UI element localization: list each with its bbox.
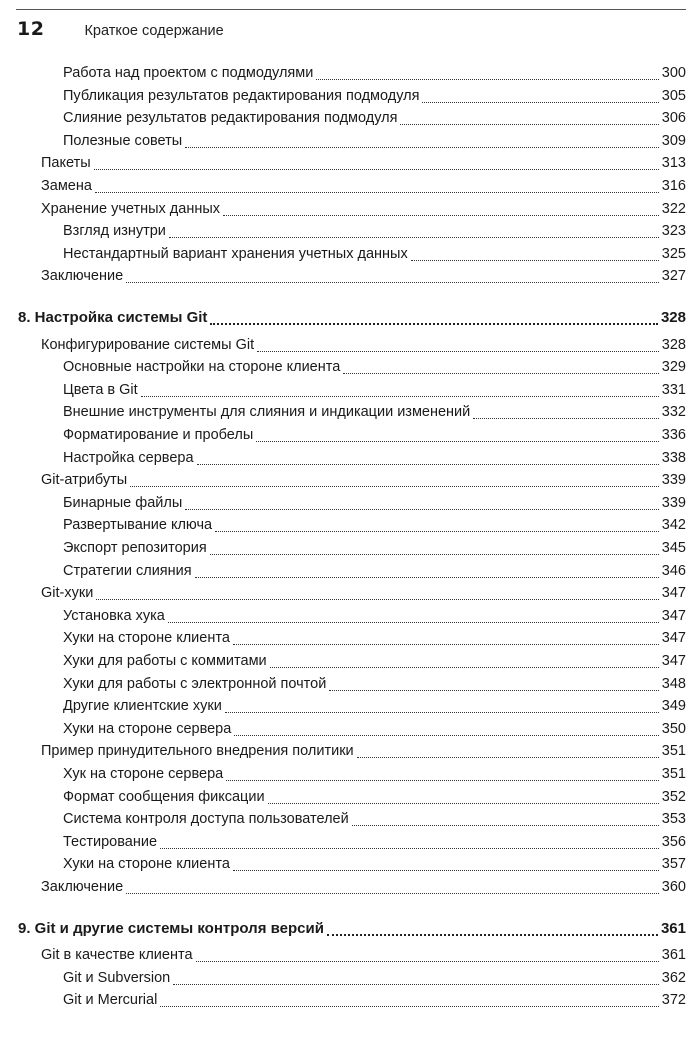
dot-leader	[160, 847, 659, 849]
toc-entry	[63, 605, 686, 627]
dot-leader	[185, 508, 659, 510]
toc-entry-title: Git и Subversion	[63, 969, 171, 986]
running-head	[17, 18, 224, 42]
dot-leader	[195, 576, 659, 578]
toc-entry-page: 322	[661, 200, 686, 217]
dot-leader	[141, 395, 659, 397]
toc-entry-title: Система контроля доступа пользователей	[63, 811, 349, 828]
toc-entry-page: 347	[661, 653, 686, 669]
toc-entry-title: Публикация результатов редактирования подмодуля	[63, 87, 420, 104]
toc-entry	[63, 356, 686, 378]
toc-entry-page: 316	[661, 178, 686, 194]
toc-entry-title: 8. Настройка системы Git	[18, 309, 208, 326]
toc-entry-title: Хуки на стороне клиента	[63, 856, 230, 873]
toc-entry	[63, 62, 686, 84]
toc-entry-title: Хук на стороне сервера	[63, 766, 224, 782]
toc-entry-title: Цвета в Git	[63, 381, 138, 398]
toc-entry-page: 357	[661, 856, 686, 873]
toc-entry-title: Замена	[41, 178, 92, 194]
dot-leader	[126, 281, 659, 283]
toc-entry	[63, 514, 686, 536]
toc-entry-title: Взгляд изнутри	[63, 223, 166, 240]
toc-entry	[41, 740, 686, 762]
toc-entry-title: Git в качестве клиента	[41, 947, 193, 964]
dot-leader	[185, 146, 659, 148]
toc-entry-title: Заключение	[41, 268, 124, 285]
toc-entry	[41, 582, 686, 604]
toc-entry-page: 352	[661, 788, 686, 805]
toc-entry-page: 329	[661, 359, 686, 376]
toc-entry	[41, 175, 686, 197]
toc-entry	[41, 334, 686, 356]
toc-entry-title: Форматирование и пробелы	[63, 427, 254, 443]
dot-leader	[168, 621, 659, 623]
toc-entry-title: Работа над проектом с подмодулями	[63, 65, 314, 81]
toc-entry-page: 313	[661, 155, 686, 172]
toc-entry-page: 309	[661, 132, 686, 149]
toc-entry	[63, 220, 686, 242]
toc-entry-page: 350	[661, 720, 686, 737]
toc-entry-title: Настройка сервера	[63, 449, 194, 466]
toc-entry-title: Пакеты	[41, 155, 91, 172]
toc-entry-page: 349	[661, 698, 686, 715]
toc-entry-page: 372	[661, 992, 686, 1009]
dot-leader	[329, 689, 658, 691]
toc-entry-page: 339	[661, 472, 686, 489]
dot-leader	[234, 734, 658, 736]
toc-entry-title: Тестирование	[63, 833, 158, 850]
page-number: 12	[17, 18, 45, 40]
toc-entry-page: 345	[661, 540, 686, 556]
dot-leader	[316, 78, 658, 80]
toc-entry	[41, 198, 686, 220]
toc-entry	[41, 876, 686, 898]
dot-leader	[215, 530, 659, 532]
toc-entry-title: Установка хука	[63, 607, 165, 624]
toc-entry	[63, 967, 686, 989]
top-rule	[16, 9, 686, 10]
toc-entry-title: Стратегии слияния	[63, 562, 192, 579]
toc-entry-title: Хуки на стороне сервера	[63, 720, 232, 737]
toc-entry	[63, 401, 686, 423]
dot-leader	[94, 168, 659, 170]
toc-entry	[63, 718, 686, 740]
dot-leader	[226, 779, 659, 781]
toc-entry-page: 306	[661, 110, 686, 127]
dot-leader	[270, 666, 659, 668]
toc-entry	[41, 469, 686, 491]
toc-entry-page: 342	[661, 517, 686, 534]
toc-entry-title: Нестандартный вариант хранения учетных данных	[63, 245, 408, 262]
toc-entry-title: Полезные советы	[63, 132, 183, 149]
toc-entry-page: 338	[661, 449, 686, 466]
dot-leader	[169, 236, 659, 238]
dot-leader	[256, 440, 659, 442]
toc-entry-title: Внешние инструменты для слияния и индикации изменений	[63, 404, 471, 421]
toc-entry-title: Хуки для работы с электронной почтой	[63, 675, 327, 692]
toc-entry-page: 328	[660, 309, 686, 326]
toc-entry	[41, 944, 686, 966]
toc-entry-page: 362	[661, 969, 686, 986]
toc-entry-page: 347	[661, 630, 686, 647]
dot-leader	[126, 892, 659, 894]
dot-leader	[233, 869, 659, 871]
toc-entry-page: 325	[661, 245, 686, 262]
toc-entry-title: Слияние результатов редактирования подмодуля	[63, 110, 398, 127]
dot-leader	[223, 214, 659, 216]
toc-entry	[63, 695, 686, 717]
toc-entry-title: Формат сообщения фиксации	[63, 788, 265, 805]
toc-entry-page: 361	[661, 947, 686, 964]
toc-entry-title: Пример принудительного внедрения политики	[41, 743, 354, 760]
toc-entry-page: 332	[661, 404, 686, 421]
running-title: Краткое содержание	[84, 23, 224, 39]
toc-entry	[63, 763, 686, 785]
toc-chapter-entry	[18, 918, 686, 940]
toc-entry-title: Заключение	[41, 879, 124, 895]
toc-chapter-entry	[18, 307, 686, 329]
dot-leader	[130, 485, 659, 487]
toc-entry	[63, 786, 686, 808]
toc-entry-page: 351	[661, 766, 686, 782]
dot-leader	[225, 711, 659, 713]
toc-entry-title: Хуки на стороне клиента	[63, 630, 230, 647]
toc-entry-page: 305	[661, 87, 686, 104]
toc-entry-title: Развертывание ключа	[63, 517, 213, 534]
dot-leader	[268, 802, 659, 804]
dot-leader	[210, 553, 659, 555]
toc-entry-page: 360	[661, 879, 686, 895]
toc-entry-page: 348	[661, 675, 686, 692]
toc-entry-title: Хуки для работы с коммитами	[63, 653, 267, 669]
toc-entry	[63, 627, 686, 649]
toc-entry-title: Бинарные файлы	[63, 494, 183, 511]
toc-entry-title: Основные настройки на стороне клиента	[63, 359, 341, 376]
toc-entry	[63, 107, 686, 129]
toc-entry-page: 346	[661, 562, 686, 579]
dot-leader	[357, 756, 659, 758]
toc-entry-title: 9. Git и другие системы контроля версий	[18, 919, 324, 937]
toc-entry	[63, 831, 686, 853]
toc-entry-title: Git-атрибуты	[41, 472, 128, 489]
toc-entry-page: 336	[661, 427, 686, 443]
dot-leader	[400, 123, 658, 125]
toc-entry	[63, 424, 686, 446]
toc-entry-page: 361	[660, 919, 686, 937]
dot-leader	[96, 598, 658, 600]
toc-entry-page: 327	[661, 268, 686, 285]
toc-entry-page: 347	[661, 607, 686, 624]
toc-entry	[63, 650, 686, 672]
toc-entry	[63, 85, 686, 107]
dot-leader	[196, 960, 659, 962]
toc-entry-title: Git и Mercurial	[63, 992, 158, 1009]
dot-leader	[210, 322, 658, 325]
toc-entry	[63, 379, 686, 401]
dot-leader	[422, 101, 658, 103]
dot-leader	[352, 824, 659, 826]
toc-entry-title: Git-хуки	[41, 585, 94, 602]
toc-entry	[63, 243, 686, 265]
dot-leader	[95, 191, 659, 193]
toc-entry	[63, 447, 686, 469]
toc-entry-page: 356	[661, 833, 686, 850]
toc-entry	[63, 989, 686, 1011]
toc-entry	[63, 853, 686, 875]
toc-entry	[63, 673, 686, 695]
toc-entry-page: 347	[661, 585, 686, 602]
dot-leader	[473, 417, 659, 419]
toc-entry-page: 331	[661, 381, 686, 398]
toc-entry-page: 339	[661, 494, 686, 511]
toc-entry-title: Хранение учетных данных	[41, 200, 221, 217]
dot-leader	[173, 983, 659, 985]
toc-entry	[63, 560, 686, 582]
toc-entry	[41, 265, 686, 287]
toc-entry-page: 351	[661, 743, 686, 760]
toc-entry-page: 300	[661, 65, 686, 81]
toc-entry-title: Экспорт репозитория	[63, 540, 207, 556]
toc-entry-title: Конфигурирование системы Git	[41, 336, 255, 353]
toc-entry-page: 353	[661, 811, 686, 828]
dot-leader	[411, 259, 659, 261]
toc-entry	[41, 152, 686, 174]
dot-leader	[327, 933, 658, 936]
dot-leader	[197, 463, 659, 465]
toc-entry	[63, 130, 686, 152]
toc-entry-page: 323	[661, 223, 686, 240]
dot-leader	[343, 372, 659, 374]
toc-entry-page: 328	[661, 336, 686, 353]
dot-leader	[160, 1005, 658, 1007]
dot-leader	[257, 350, 659, 352]
toc-entry	[63, 492, 686, 514]
toc-entry	[63, 808, 686, 830]
dot-leader	[233, 643, 659, 645]
toc-entry-title: Другие клиентские хуки	[63, 698, 222, 715]
toc-entry	[63, 537, 686, 559]
